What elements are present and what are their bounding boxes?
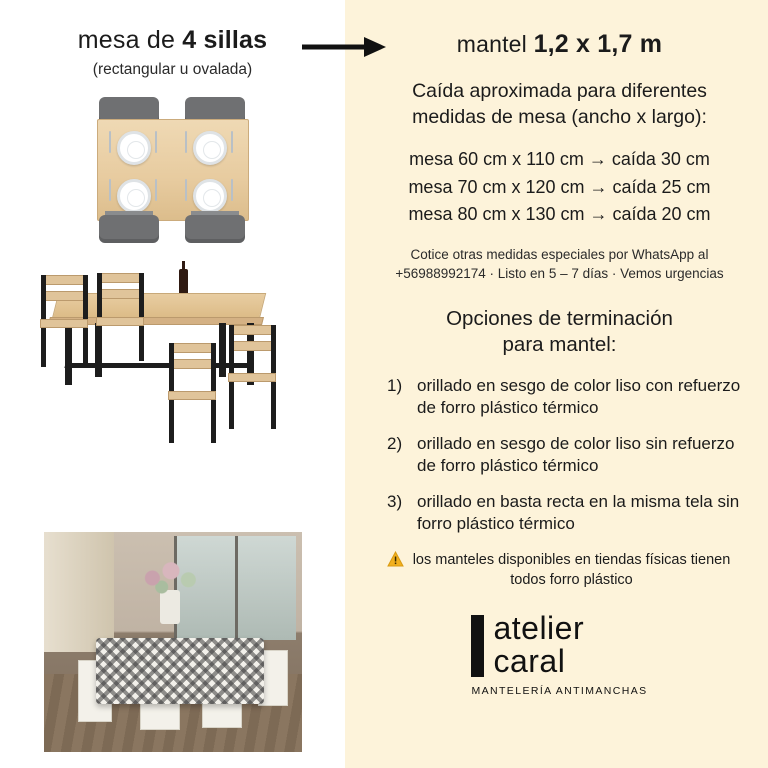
cutlery-icon bbox=[155, 131, 157, 153]
product-title bbox=[373, 30, 746, 59]
cutlery-icon bbox=[109, 179, 111, 201]
contact-note-line1: Cotice otras medidas especiales por WhatsApp al bbox=[410, 246, 709, 262]
photo-curtain bbox=[44, 532, 114, 652]
left-panel bbox=[0, 0, 345, 768]
list-item bbox=[387, 375, 746, 420]
list-item bbox=[387, 433, 746, 478]
option-number: 3) bbox=[387, 491, 403, 511]
dining-room-photo bbox=[44, 532, 302, 752]
measures-list bbox=[373, 146, 746, 228]
logo-tagline: MANTELERÍA ANTIMANCHAS bbox=[471, 685, 648, 698]
finishing-options-list bbox=[373, 375, 746, 536]
cutlery-icon bbox=[185, 179, 187, 201]
measure-row: mesa 60 cm x 110 cm → caída 30 cm bbox=[409, 149, 710, 170]
logo-line1: atelier bbox=[493, 610, 585, 647]
contact-note-line2: +56988992174 · Listo en 5 – 7 días · Vemos urgencias bbox=[395, 266, 724, 282]
table-leg bbox=[65, 323, 72, 385]
brand-logo bbox=[373, 612, 746, 697]
measure-row: mesa 70 cm x 120 cm → caída 25 cm bbox=[408, 176, 711, 197]
cutlery-icon bbox=[109, 131, 111, 153]
left-subtitle: (rectangular u ovalada) bbox=[92, 61, 253, 78]
left-title-prefix: mesa de bbox=[77, 26, 183, 54]
option-number: 1) bbox=[387, 375, 403, 395]
contact-note bbox=[373, 245, 746, 284]
plate-icon bbox=[193, 179, 227, 213]
table-topview-illustration bbox=[73, 95, 273, 245]
list-item bbox=[387, 491, 746, 536]
drop-description: Caída aproximada para diferentes medidas de mesa (ancho x largo): bbox=[412, 80, 707, 128]
option-text: orillado en sesgo de color liso sin refuerzo de forro plástico térmico bbox=[417, 433, 735, 476]
photo-table-with-tablecloth bbox=[96, 638, 264, 704]
cutlery-icon bbox=[231, 179, 233, 201]
table-leg bbox=[219, 323, 226, 377]
table-perspective-illustration bbox=[33, 267, 313, 452]
cutlery-icon bbox=[185, 131, 187, 153]
table-rail bbox=[64, 363, 253, 368]
arrow-right-icon bbox=[300, 36, 388, 58]
photo-flowers bbox=[140, 560, 202, 596]
options-title-line1: Opciones de terminación bbox=[446, 306, 673, 330]
right-panel bbox=[345, 0, 768, 768]
chair-bottom-left-icon bbox=[99, 215, 159, 243]
cutlery-icon bbox=[155, 179, 157, 201]
plate-icon bbox=[117, 131, 151, 165]
left-title-bold: 4 sillas bbox=[182, 26, 268, 54]
product-size: 1,2 x 1,7 m bbox=[533, 30, 663, 58]
chair-bottom-right-icon bbox=[185, 215, 245, 243]
option-text: orillado en basta recta en la misma tela sin forro plástico térmico bbox=[417, 491, 740, 534]
option-text: orillado en sesgo de color liso con refuerzo de forro plástico térmico bbox=[417, 375, 741, 418]
logo-line2: caral bbox=[493, 642, 566, 679]
measure-row: mesa 80 cm x 130 cm → caída 20 cm bbox=[408, 204, 711, 225]
options-title bbox=[373, 306, 746, 359]
plate-icon bbox=[117, 179, 151, 213]
product-title-prefix: mantel bbox=[456, 31, 534, 57]
logo-bar-icon bbox=[471, 615, 484, 677]
options-title-line2: para mantel: bbox=[502, 333, 617, 357]
warning-text: los manteles disponibles en tiendas físicas tienen todos forro plástico bbox=[412, 551, 731, 588]
warning-triangle-icon bbox=[387, 551, 404, 591]
cutlery-icon bbox=[231, 131, 233, 153]
warning-note bbox=[373, 550, 746, 591]
plate-icon bbox=[193, 131, 227, 165]
option-number: 2) bbox=[387, 433, 403, 453]
left-title bbox=[0, 0, 345, 55]
